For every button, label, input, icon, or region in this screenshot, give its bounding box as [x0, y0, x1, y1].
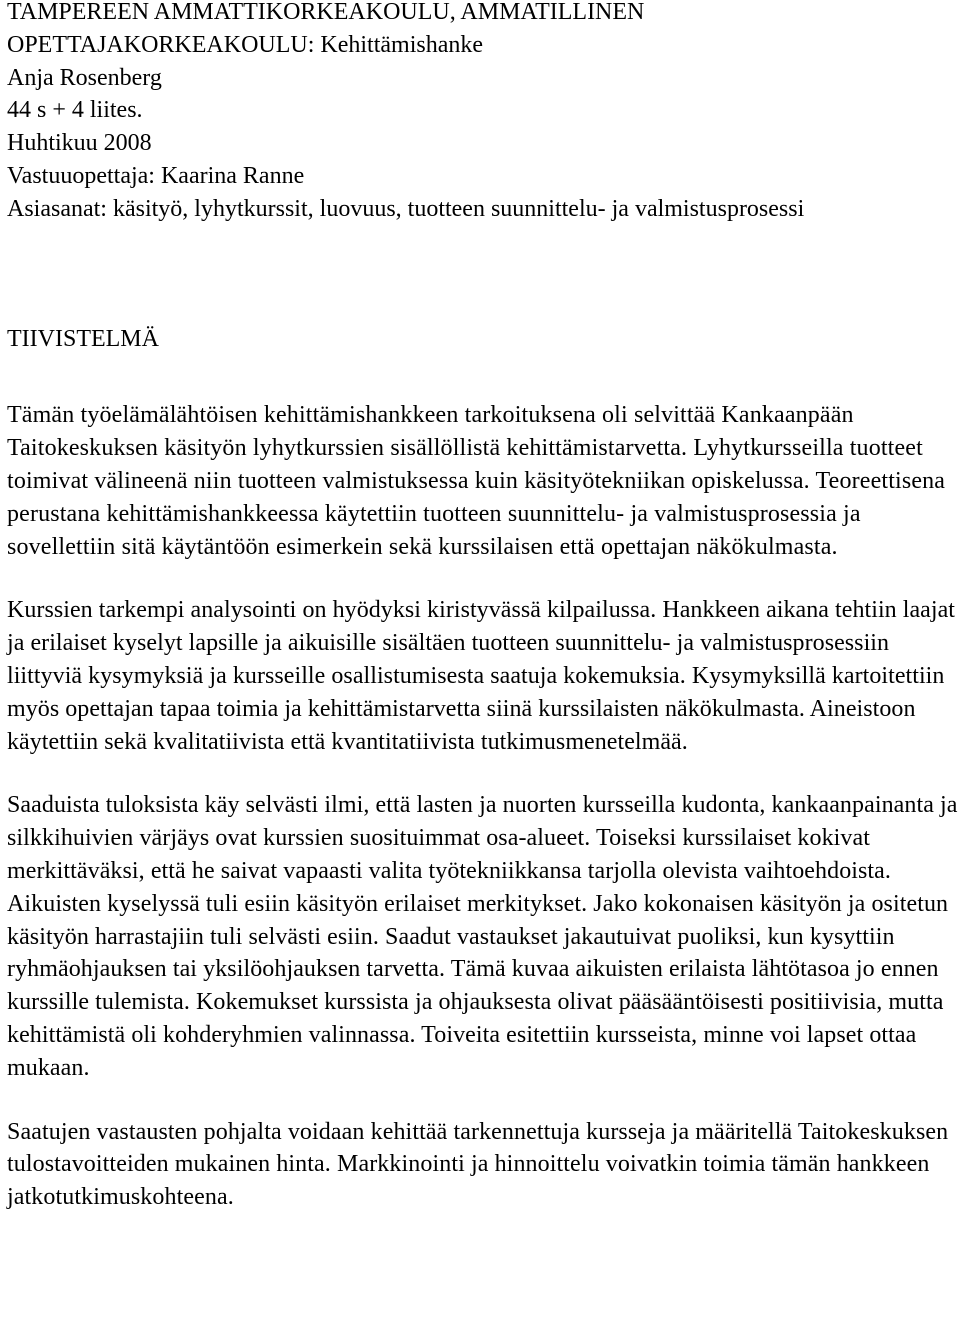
- summary-paragraph-4: Saatujen vastausten pohjalta voidaan kehittää tarkennettuja kursseja ja määritellä Taitokeskuksen tulostavoitteiden mukainen hinta. Markkinointi ja hinnoittelu voivatkin toimia tämän hankkeen jatkotutkimuskohteena.: [7, 1118, 949, 1211]
- publication-date: Huhtikuu 2008: [7, 130, 152, 157]
- summary-paragraph-1: Tämän työelämälähtöisen kehittämishankkeen tarkoituksena oli selvittää Kankaanpään Taitokeskuksen käsityön lyhytkurssien sisällöllistä kehittämistarvetta. Lyhytkursseilla tuotteet toimivat välineenä niin tuotteen valmistuksessa kuin käsityötekniikan opiskelussa. Teoreettisena perustana kehittämishankkeessa käytettiin tuotteen suunnittelu- ja valmistusprosessia ja sovellettiin sitä käytäntöön esimerkein sekä kurssilaisen että opettajan näkökulmasta.: [7, 402, 946, 560]
- keywords: Asiasanat: käsityö, lyhytkurssit, luovuus, tuotteen suunnittelu- ja valmistusprosessi: [7, 195, 805, 222]
- supervisor: Vastuuopettaja: Kaarina Ranne: [7, 162, 305, 189]
- thesis-header: [7, 0, 960, 226]
- summary-paragraph-2: Kurssien tarkempi analysointi on hyödyksi kiristyvässä kilpailussa. Hankkeen aikana tehtiin laajat ja erilaiset kyselyt lapsille ja aikuisille sisältäen tuotteen suunnittelu- ja valmistusprosessiin liittyviä kysymyksiä ja kursseille osallistumisesta saatuja kokemuksia. Kysymyksillä kartoitettiin myös opettajan tapaa toimia ja kehittämistarvetta siinä kurssilaisten näkökulmasta. Aineistoon käytettiin sekä kvalitatiivista että kvantitatiivista tutkimusmenetelmää.: [7, 597, 956, 755]
- institution-line-1: TAMPEREEN AMMATTIKORKEAKOULU, AMMATILLINEN: [7, 0, 645, 25]
- institution-line-2: OPETTAJAKORKEAKOULU: Kehittämishanke: [7, 31, 484, 58]
- author-name: Anja Rosenberg: [7, 64, 162, 91]
- summary-title: TIIVISTELMÄ: [7, 325, 159, 352]
- page-count: 44 s + 4 liites.: [7, 97, 143, 124]
- summary-paragraph-3: Saaduista tuloksista käy selvästi ilmi, että lasten ja nuorten kursseilla kudonta, kankaanpainanta ja silkkihuivien värjäys ovat kurssien suosituimmat osa-alueet. Toiseksi kurssilaiset kokivat merkittäväksi, että he saivat vapaasti valita työtekniikkansa tarjolla olevista vaihtoehdoista. Aikuisten kyselyssä tuli esiin käsityön erilaiset merkitykset. Jako kokonaisen käsityön ja ositetun käsityön harrastajiin tuli selvästi esiin. Saadut vastaukset jakautuivat puoliksi, kun kysyttiin ryhmäohjauksen tai yksilöohjauksen tarvetta. Tämä kuvaa aikuisten erilaista lähtötasoa jo ennen kurssille tulemista. Kokemukset kurssista ja ohjauksesta olivat pääsääntöisesti positiivisia, mutta kehittämistä oli kohderyhmien valinnassa. Toiveita esitettiin kursseista, minne voi lapset ottaa mukaan.: [7, 792, 958, 1081]
- summary-body: [7, 399, 960, 1214]
